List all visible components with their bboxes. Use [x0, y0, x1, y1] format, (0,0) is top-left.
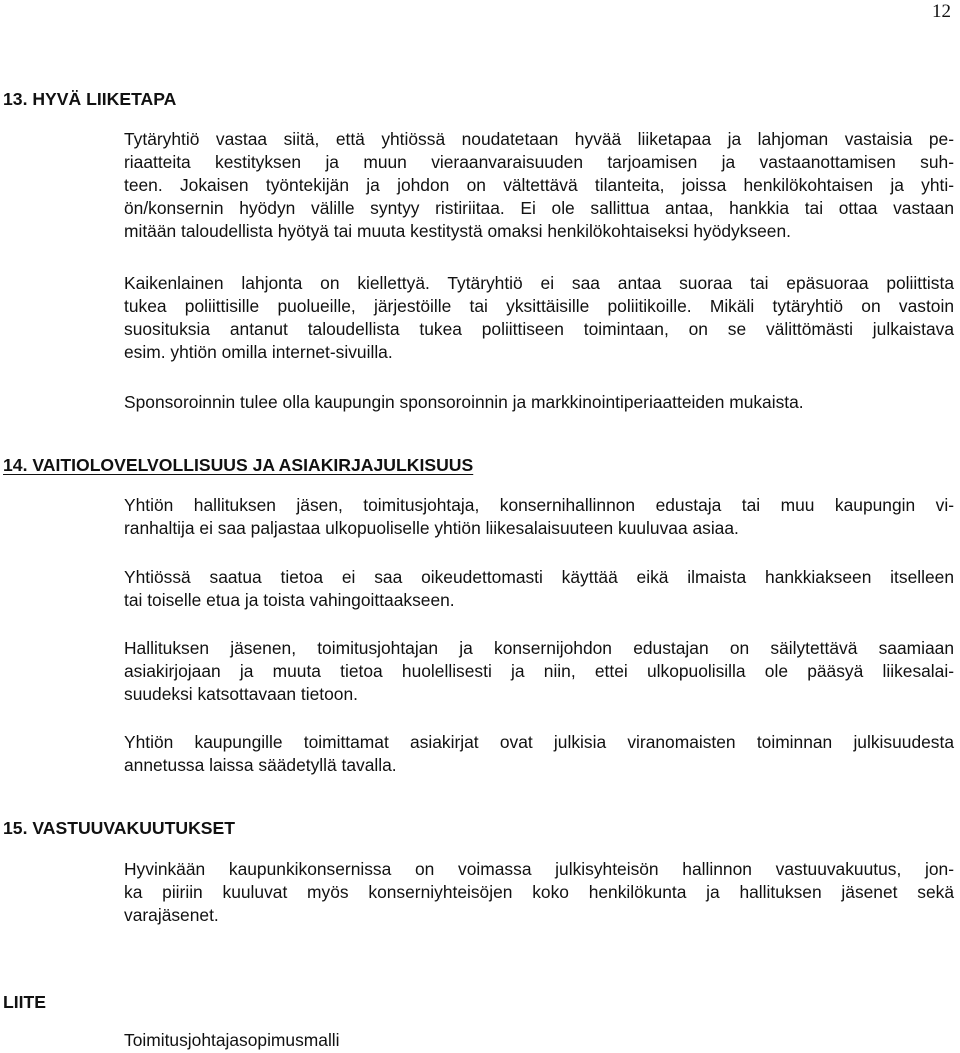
appendix-heading: LIITE: [3, 992, 47, 1012]
section-heading-14: 14. VAITIOLOVELVOLLISUUS JA ASIAKIRJAJULKISUUS: [3, 455, 474, 475]
paragraph: [124, 494, 954, 540]
section-heading-15: 15. VASTUUVAKUUTUKSET: [3, 818, 235, 838]
text-line: mitään taloudellista hyötyä tai muuta kestitystä omaksi henkilökohtaiseksi hyödykseen.: [124, 221, 791, 241]
paragraph: [124, 391, 954, 414]
page-number: 12: [932, 1, 951, 22]
text-line: esim. yhtiön omilla internet-sivuilla.: [124, 342, 393, 362]
text-line: Sponsoroinnin tulee olla kaupungin sponsoroinnin ja markkinointiperiaatteiden mukaista.: [124, 392, 804, 412]
text-line: ranhaltija ei saa paljastaa ulkopuoliselle yhtiön liikesalaisuuteen kuuluvaa asiaa.: [124, 518, 739, 538]
paragraph: [124, 731, 954, 777]
text-line: teen. Jokaisen työntekijän ja johdon on vältettävä tilanteita, joissa henkilökohtaisen ja yhti-: [124, 175, 954, 195]
paragraph: [124, 272, 954, 364]
text-line: annetussa laissa säädetyllä tavalla.: [124, 755, 397, 775]
text-line: suudeksi katsottavaan tietoon.: [124, 684, 358, 704]
text-line: varajäsenet.: [124, 905, 219, 925]
paragraph: [124, 637, 954, 706]
text-line: Yhtiön kaupungille toimittamat asiakirjat ovat julkisia viranomaisten toiminnan julkisuudesta: [124, 732, 954, 752]
text-line: asiakirjojaan ja muuta tietoa huolellisesti ja niin, ettei ulkopuolisilla ole pääsyä liikesalai-: [124, 661, 954, 681]
paragraph: [124, 128, 954, 243]
text-line: ka piiriin kuuluvat myös konserniyhteisöjen koko henkilökunta ja hallituksen jäsenet sekä: [124, 882, 954, 902]
text-line: riaatteita kestityksen ja muun vieraanvaraisuuden tarjoamisen ja vastaanottamisen suh-: [124, 152, 954, 172]
text-line: tukea poliittisille puolueille, järjestöille tai yksittäisille poliitikoille. Mikäli tytäryhtiö on vastoin: [124, 296, 954, 316]
section-heading-13: 13. HYVÄ LIIKETAPA: [3, 89, 177, 109]
appendix-item: [124, 1029, 954, 1052]
text-line: ön/konsernin hyödyn välille syntyy ristiriitaa. Ei ole sallittua antaa, hankkia tai ottaa vastaan: [124, 198, 954, 218]
text-line: Toimitusjohtajasopimusmalli: [124, 1030, 340, 1050]
text-line: Yhtiössä saatua tietoa ei saa oikeudettomasti käyttää eikä ilmaista hankkiakseen itselleen: [124, 567, 954, 587]
text-line: suosituksia antanut taloudellista tukea poliittiseen toimintaan, on se välittömästi julkaistava: [124, 319, 954, 339]
paragraph: [124, 566, 954, 612]
text-line: Kaikenlainen lahjonta on kiellettyä. Tytäryhtiö ei saa antaa suoraa tai epäsuoraa poliittista: [124, 273, 954, 293]
text-line: Tytäryhtiö vastaa siitä, että yhtiössä noudatetaan hyvää liiketapaa ja lahjoman vastaisia pe-: [124, 129, 954, 149]
text-line: Hallituksen jäsenen, toimitusjohtajan ja konsernijohdon edustajan on säilytettävä saamiaan: [124, 638, 954, 658]
text-line: Hyvinkään kaupunkikonsernissa on voimassa julkisyhteisön hallinnon vastuuvakuutus, jon-: [124, 859, 954, 879]
paragraph: [124, 858, 954, 927]
text-line: Yhtiön hallituksen jäsen, toimitusjohtaja, konsernihallinnon edustaja tai muu kaupungin vi-: [124, 495, 954, 515]
text-line: tai toiselle etua ja toista vahingoittaakseen.: [124, 590, 455, 610]
